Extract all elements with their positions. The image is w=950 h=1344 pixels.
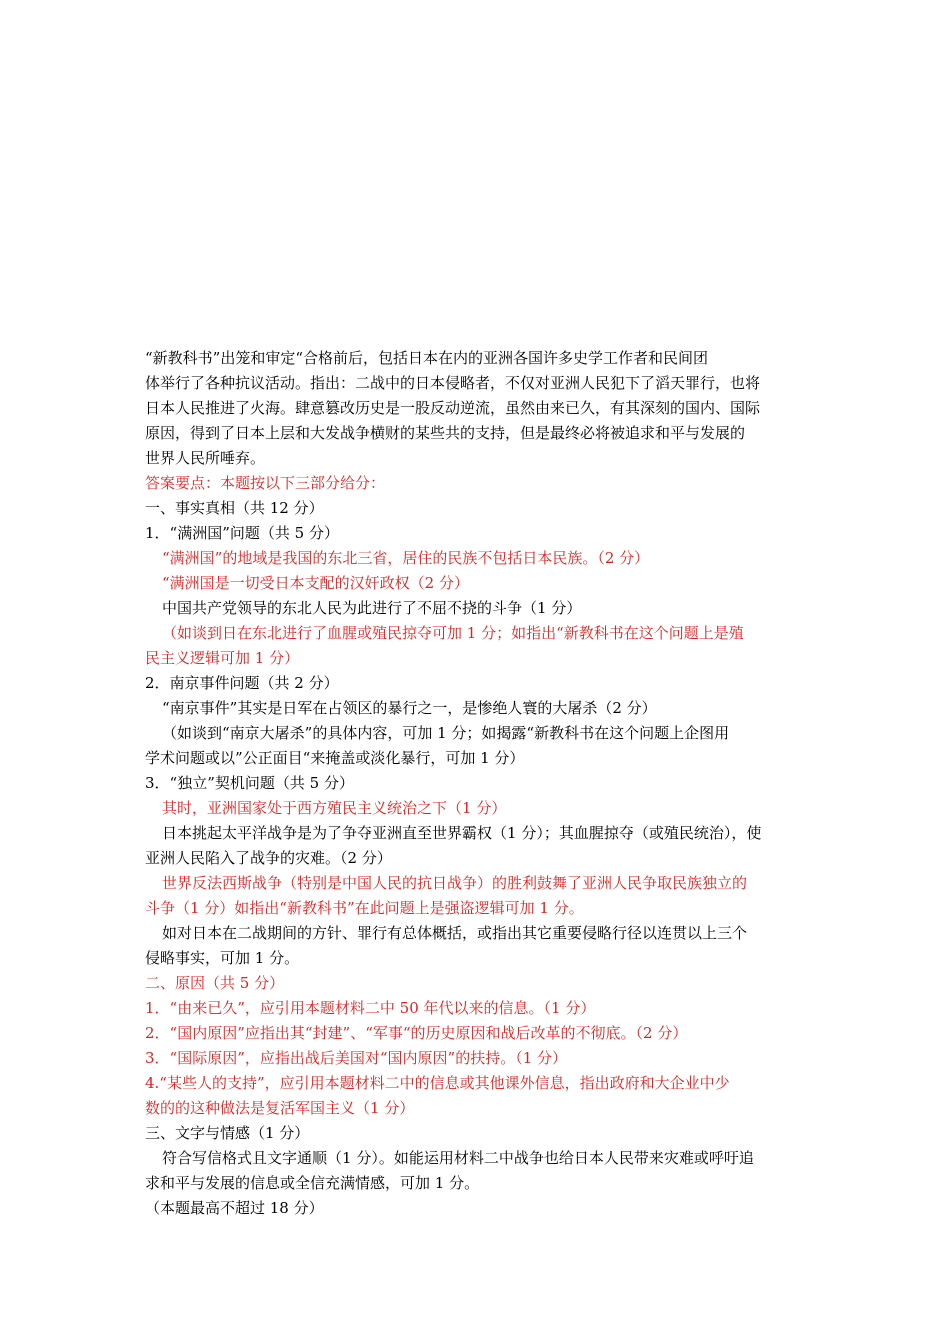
part3-body-line-2: 求和平与发展的信息或全信充满情感，可加 1 分。 — [145, 1174, 480, 1192]
part1-q2-note-line-2: 学术问题或以”公正面目“来掩盖或淡化暴行，可加 1 分） — [145, 749, 525, 767]
part1-q2-note-line-1: （如谈到“南京大屠杀”的具体内容，可加 1 分；如揭露“新教科书在这个问题上企图用 — [162, 724, 730, 742]
part2-item-3: 3．“国际原因”，应指出战后美国对“国内原因”的扶持。（1 分） — [145, 1049, 568, 1067]
part2-item-4-line-2: 数的的这种做法是复活军国主义（1 分） — [145, 1099, 415, 1117]
part1-q2-item: “南京事件”其实是日军在占领区的暴行之一，是惨绝人寰的大屠杀（2 分） — [162, 699, 657, 717]
part1-q3-item-3-line-2: 斗争（1 分）如指出“新教科书”在此问题上是强盗逻辑可加 1 分。 — [145, 899, 584, 917]
part1-q3-item-1: 其时，亚洲国家处于西方殖民主义统治之下（1 分） — [162, 799, 507, 817]
part1-q1-item-1: “满洲国”的地域是我国的东北三省，居住的民族不包括日本民族。（2 分） — [162, 549, 650, 567]
part2-title: 二、原因（共 5 分） — [145, 974, 285, 992]
part3-title: 三、文字与情感（1 分） — [145, 1124, 310, 1142]
part1-q2-title: 2．南京事件问题（共 2 分） — [145, 674, 339, 692]
part2-item-2: 2．“国内原因”应指出其“封建”、“军事“的历史原因和战后改革的不彻底。（2 分） — [145, 1024, 688, 1042]
intro-line-5: 世界人民所唾弃。 — [145, 449, 266, 467]
part1-q1-note-line-2: 民主义逻辑可加 1 分） — [145, 649, 300, 667]
part1-q3-item-4-line-2: 侵略事实，可加 1 分。 — [145, 949, 300, 967]
intro-line-4: 原因，得到了日本上层和大发战争横财的某些共的支持，但是最终必将被追求和平与发展的 — [145, 424, 746, 442]
part2-item-1: 1．“由来已久”，应引用本题材料二中 50 年代以来的信息。（1 分） — [145, 999, 596, 1017]
part3-body-line-1: 符合写信格式且文字通顺（1 分）。如能运用材料二中战争也给日本人民带来灾难或呼吁追 — [162, 1149, 754, 1167]
intro-line-1: “新教科书”出笼和审定“合格前后，包括日本在内的亚洲各国许多史学工作者和民间团 — [145, 349, 709, 367]
part1-q3-title: 3．“独立”契机问题（共 5 分） — [145, 774, 354, 792]
document-body — [145, 346, 810, 1221]
intro-line-3: 日本人民推进了火海。肆意篡改历史是一股反动逆流，虽然由来已久，有其深刻的国内、国际 — [145, 399, 761, 417]
part3-note: （本题最高不超过 18 分） — [145, 1199, 324, 1217]
part1-q3-item-3-line-1: 世界反法西斯战争（特别是中国人民的抗日战争）的胜利鼓舞了亚洲人民争取民族独立的 — [162, 874, 748, 892]
part1-q3-item-4-line-1: 如对日本在二战期间的方针、罪行有总体概括，或指出其它重要侵略行径以连贯以上三个 — [162, 924, 748, 942]
part2-item-4-line-1: 4.“某些人的支持”，应引用本题材料二中的信息或其他课外信息，指出政府和大企业中少 — [145, 1074, 730, 1092]
answer-heading: 答案要点：本题按以下三部分给分： — [145, 474, 386, 492]
part1-q1-title: 1．“满洲国”问题（共 5 分） — [145, 524, 339, 542]
part1-q1-item-2: “满洲国是一切受日本支配的汉奸政权（2 分） — [162, 574, 469, 592]
part1-q1-note-line-1: （如谈到日在东北进行了血腥或殖民掠夺可加 1 分；如指出“新教科书在这个问题上是殖 — [162, 624, 744, 642]
part1-q3-item-2-line-2: 亚洲人民陷入了战争的灾难。（2 分） — [145, 849, 392, 867]
part1-q1-item-3: 中国共产党领导的东北人民为此进行了不屈不挠的斗争（1 分） — [162, 599, 582, 617]
part1-title: 一、事实真相（共 12 分） — [145, 499, 324, 517]
part1-q3-item-2-line-1: 日本挑起太平洋战争是为了争夺亚洲直至世界霸权（1 分）；其血腥掠夺（或殖民统治），使 — [162, 824, 762, 842]
intro-line-2: 体举行了各种抗议活动。指出：二战中的日本侵略者，不仅对亚洲人民犯下了滔天罪行，也将 — [145, 374, 761, 392]
